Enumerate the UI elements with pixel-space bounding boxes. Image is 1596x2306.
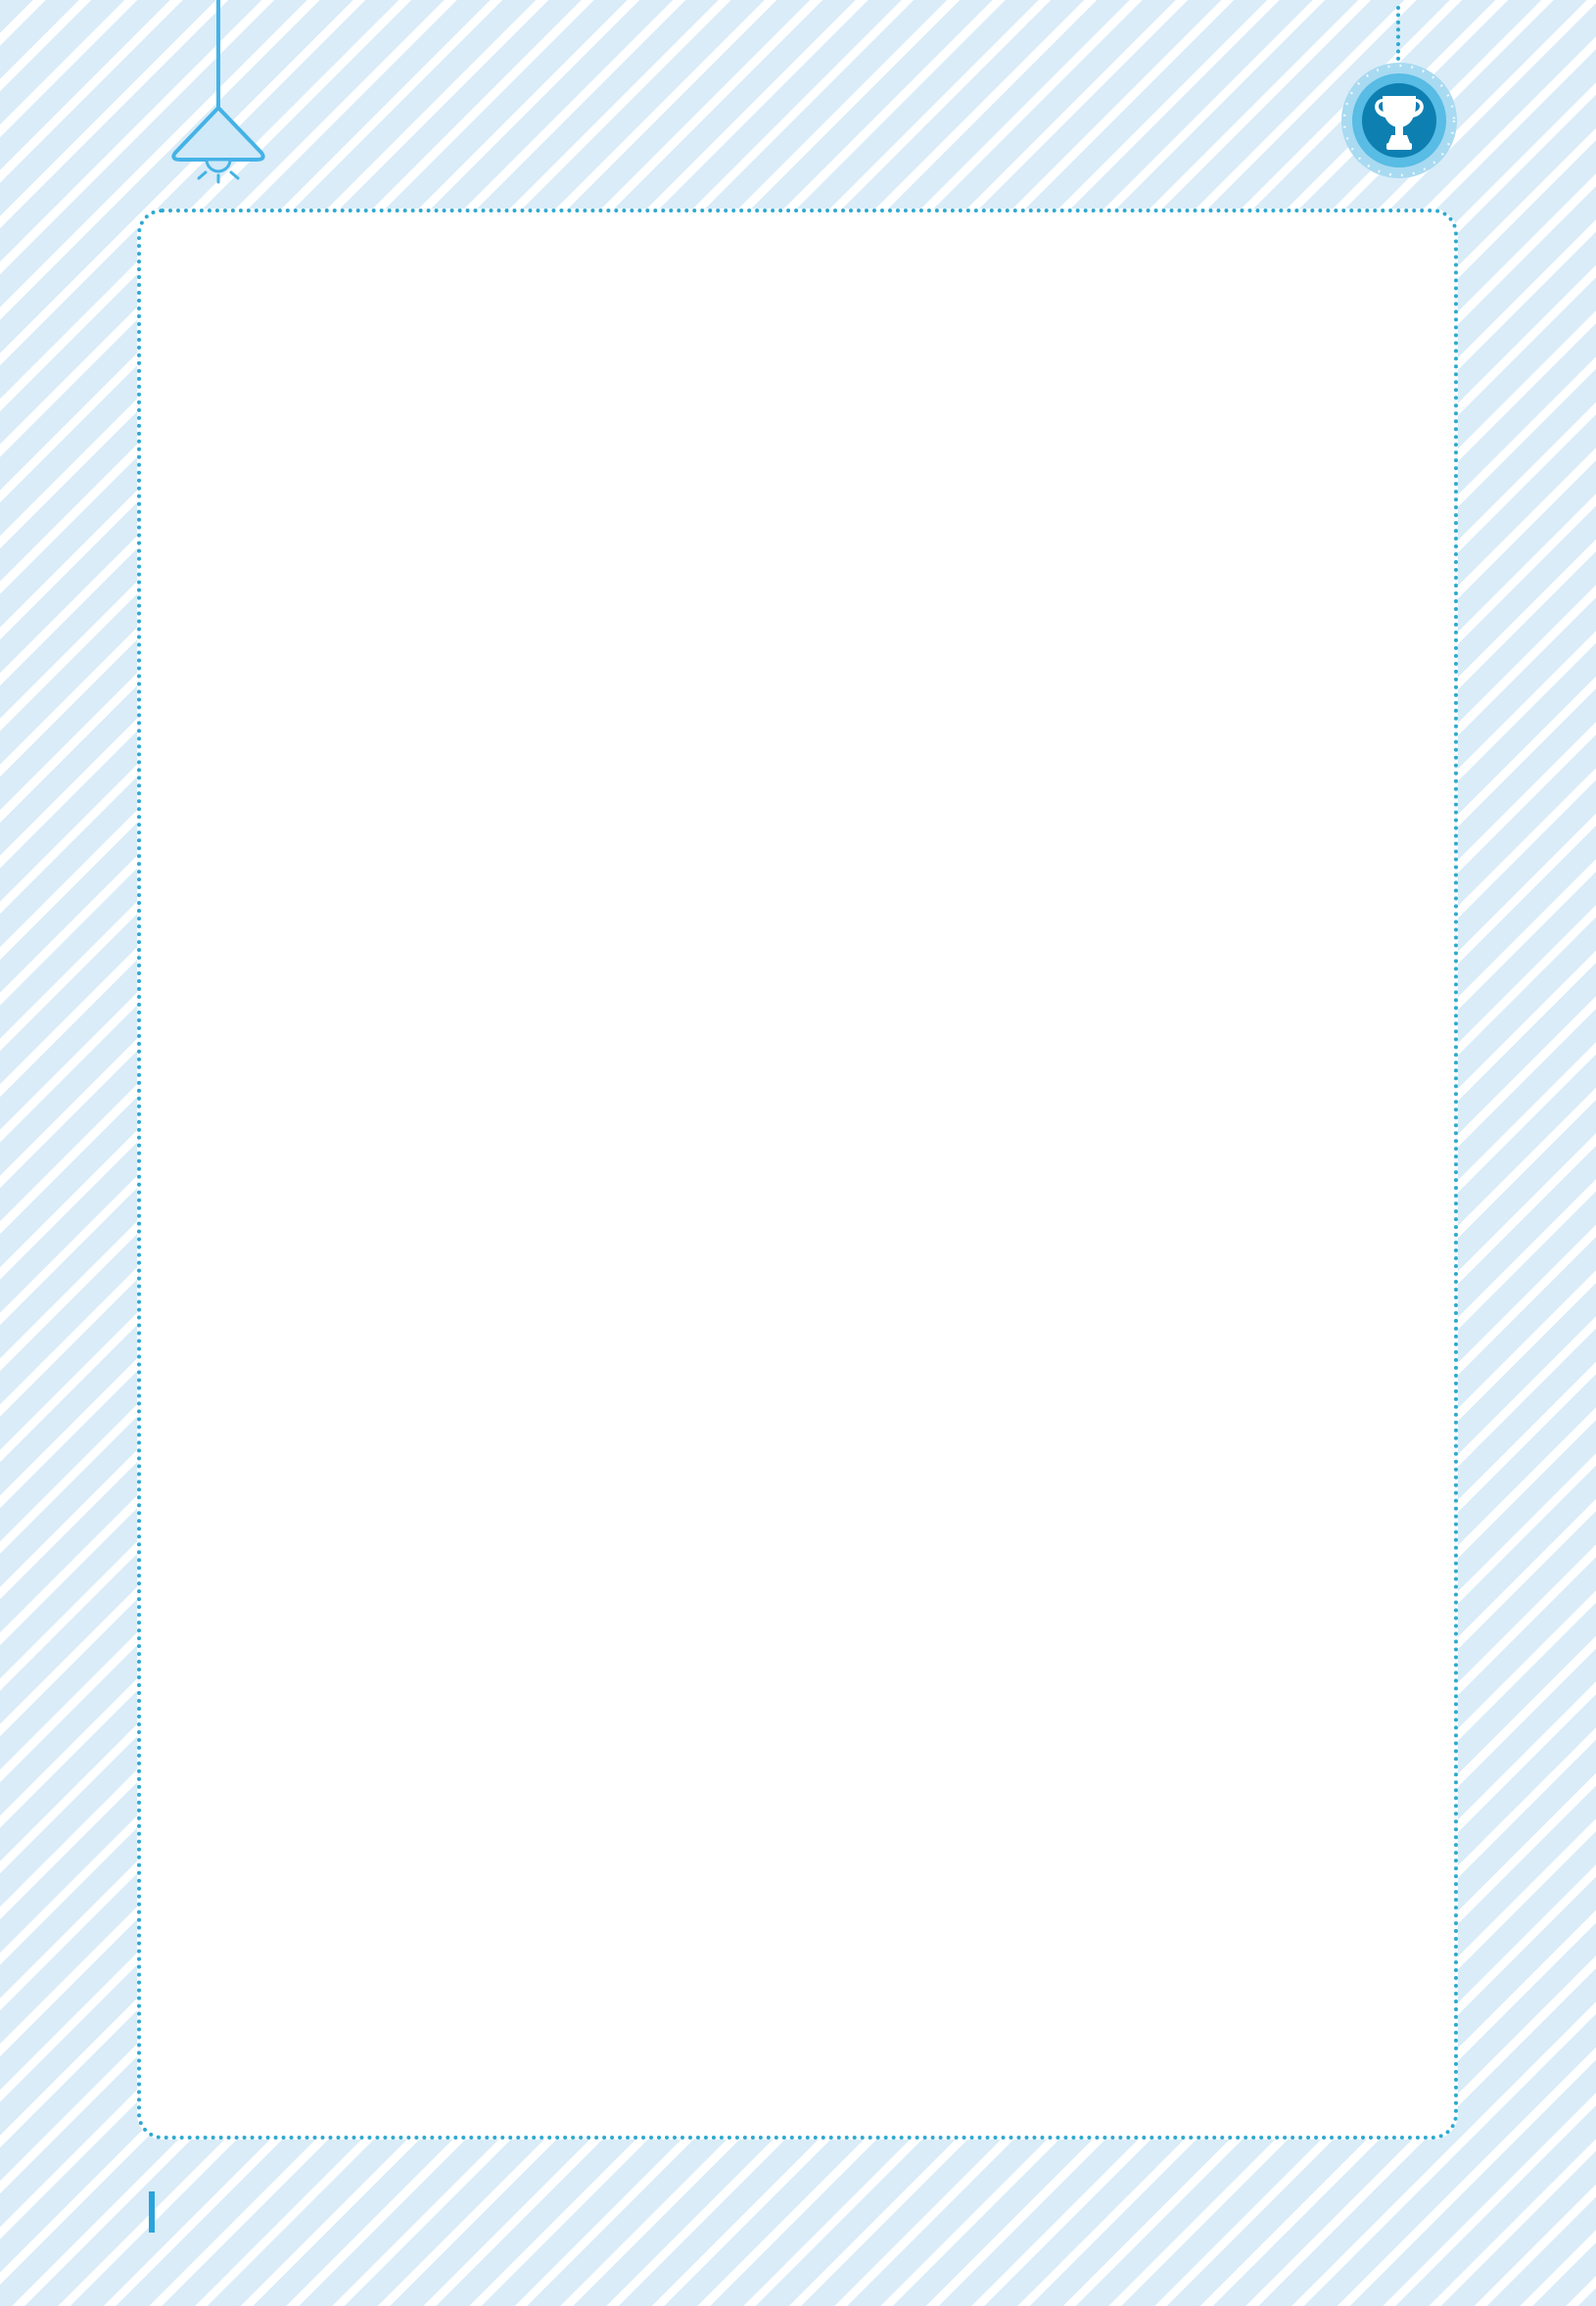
content-panel [137,209,1458,2140]
lamp-icon [145,0,292,201]
page-number-bar [149,2191,155,2233]
trophy-icon [1338,59,1461,187]
trophy-dotted-line [1396,6,1400,61]
page-number-block [149,2191,168,2233]
